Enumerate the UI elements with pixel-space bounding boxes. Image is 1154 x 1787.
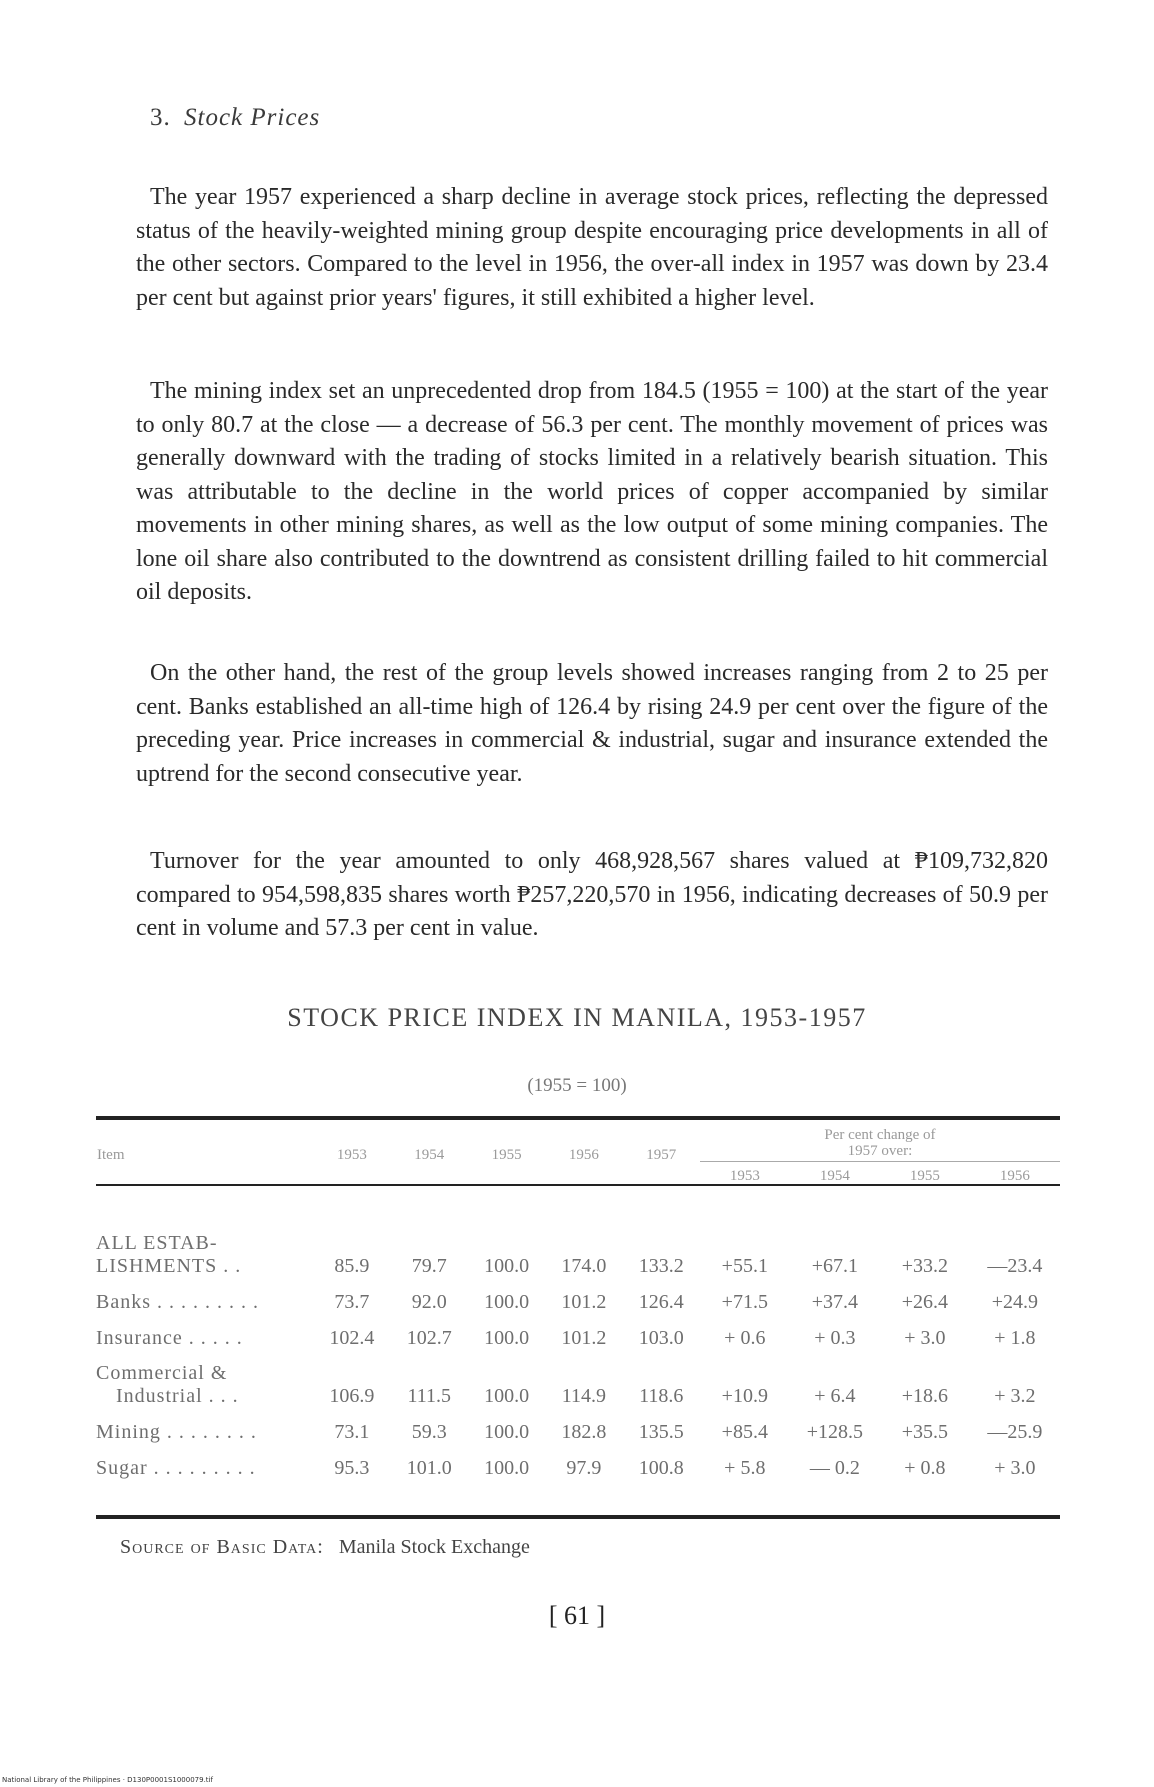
pct-cell: +55.1 — [721, 1255, 768, 1277]
index-cell: 85.9 — [334, 1255, 370, 1277]
header-year: 1956 — [568, 1146, 599, 1163]
table-bottom-rule — [96, 1515, 1060, 1519]
header-year: 1954 — [414, 1146, 445, 1163]
pct-cell: + 6.4 — [814, 1385, 856, 1407]
pct-cell: +24.9 — [991, 1291, 1038, 1313]
pct-cell: —23.4 — [987, 1255, 1043, 1277]
header-pct-year: 1954 — [819, 1167, 850, 1184]
index-cell: 102.7 — [406, 1327, 452, 1349]
index-cell: 106.9 — [329, 1385, 375, 1407]
index-cell: 101.2 — [561, 1291, 607, 1313]
table-row — [96, 1278, 1060, 1314]
header-pct-year: 1956 — [999, 1167, 1030, 1184]
pct-cell: + 0.8 — [904, 1457, 946, 1479]
row-label-line1: ALL ESTAB- — [96, 1232, 218, 1254]
stock-price-index-table — [96, 1120, 1060, 1480]
pct-cell: +33.2 — [901, 1255, 948, 1277]
index-cell: 100.0 — [484, 1255, 530, 1277]
index-cell: 118.6 — [639, 1385, 684, 1407]
table-title: STOCK PRICE INDEX IN MANILA, 1953-1957 — [287, 1003, 867, 1032]
index-cell: 73.7 — [334, 1291, 370, 1313]
index-cell: 135.5 — [638, 1421, 684, 1443]
header-pct-line2: 1957 over: — [847, 1143, 913, 1159]
index-cell: 103.0 — [638, 1327, 684, 1349]
index-cell: 102.4 — [329, 1327, 375, 1349]
index-cell: 73.1 — [334, 1421, 370, 1443]
section-title: Stock Prices — [184, 104, 321, 131]
pct-cell: + 5.8 — [724, 1457, 766, 1479]
row-label: Banks . . . . . . . . . — [96, 1291, 259, 1313]
source-text: Manila Stock Exchange — [338, 1536, 530, 1558]
source-label: Source of Basic Data: — [120, 1536, 324, 1558]
page-number: [ 61 ] — [548, 1601, 606, 1630]
header-pct-group — [700, 1120, 1060, 1162]
pct-cell: +18.6 — [901, 1385, 948, 1407]
pct-cell: +71.5 — [721, 1291, 768, 1313]
table-spacer — [96, 1190, 1060, 1220]
header-pct-year: 1953 — [729, 1167, 760, 1184]
index-cell: 100.8 — [638, 1457, 684, 1479]
pct-cell: +37.4 — [811, 1291, 858, 1313]
index-cell: 97.9 — [566, 1457, 602, 1479]
index-cell: 59.3 — [411, 1421, 447, 1443]
index-cell: 101.2 — [561, 1327, 607, 1349]
row-label — [96, 1350, 313, 1408]
index-cell: 92.0 — [411, 1291, 447, 1313]
pct-cell: +85.4 — [721, 1421, 768, 1443]
pct-cell: +10.9 — [721, 1385, 768, 1407]
pct-cell: +67.1 — [811, 1255, 858, 1277]
index-cell: 100.0 — [484, 1421, 530, 1443]
header-year: 1953 — [336, 1146, 367, 1163]
header-year: 1957 — [646, 1146, 677, 1163]
paragraph-mining: The mining index set an unprecedented drop from 184.5 (1955 = 100) at the start of the year to only 80.7 at the close — a decrease of 56.3 per cent. The monthly movement of prices was generally downward with the trading of stocks limited in a relatively bearish situation. This was attributable to the decline in the world prices of copper accompanied by similar movements in other mining shares, as well as the low output of some mining companies. The lone oil share also contributed to the downtrend as consistent drilling failed to hit commercial oil deposits. — [136, 378, 1048, 605]
header-pct-line1: Per cent change of — [824, 1127, 936, 1143]
scan-footer-mark: National Library of the Philippines · D130P0001S1000079.tif — [2, 1776, 213, 1784]
table-row — [96, 1220, 1060, 1278]
index-cell: 95.3 — [334, 1457, 370, 1479]
paragraph-other-groups: On the other hand, the rest of the group levels showed increases ranging from 2 to 25 per cent. Banks established an all-time high of 126.4 by rising 24.9 per cent over the figure of the preceding year. Price increases in commercial & industrial, sugar and insurance extended the uptrend for the second consecutive year. — [136, 660, 1048, 787]
section-heading — [150, 104, 320, 132]
index-cell: 79.7 — [411, 1255, 447, 1277]
pct-cell: + 3.2 — [994, 1385, 1036, 1407]
index-cell: 100.0 — [484, 1457, 530, 1479]
table-subtitle: (1955 = 100) — [527, 1075, 627, 1096]
row-label: Sugar . . . . . . . . . — [96, 1457, 256, 1479]
index-cell: 182.8 — [561, 1421, 607, 1443]
index-cell: 100.0 — [484, 1385, 530, 1407]
row-label-line2: LISHMENTS . . — [96, 1255, 242, 1277]
pct-cell: + 0.3 — [814, 1327, 856, 1349]
table-row — [96, 1408, 1060, 1444]
pct-cell: + 0.6 — [724, 1327, 766, 1349]
index-cell: 111.5 — [407, 1385, 451, 1407]
row-label-line1: Commercial & — [96, 1362, 228, 1384]
table-row — [96, 1350, 1060, 1408]
row-label — [96, 1220, 313, 1278]
index-cell: 133.2 — [638, 1255, 684, 1277]
table-header-row — [96, 1120, 1060, 1162]
table-row — [96, 1444, 1060, 1480]
row-label-line2: Industrial . . . — [116, 1385, 239, 1407]
row-label: Mining . . . . . . . . — [96, 1421, 257, 1443]
index-cell: 126.4 — [638, 1291, 684, 1313]
source-note — [120, 1536, 530, 1559]
pct-cell: + 3.0 — [904, 1327, 946, 1349]
header-item: Item — [97, 1146, 125, 1163]
index-cell: 101.0 — [406, 1457, 452, 1479]
pct-cell: +35.5 — [901, 1421, 948, 1443]
pct-cell: + 3.0 — [994, 1457, 1036, 1479]
section-number: 3. — [150, 104, 171, 131]
header-year: 1955 — [491, 1146, 522, 1163]
paragraph-turnover: Turnover for the year amounted to only 468,928,567 shares valued at ₱109,732,820 compared to 954,598,835 shares worth ₱257,220,570 in 1956, indicating decreases of 50.9 per cent in volume and 57.3 per cent in value. — [136, 848, 1048, 941]
pct-cell: + 1.8 — [994, 1327, 1036, 1349]
header-pct-year: 1955 — [909, 1167, 940, 1184]
index-cell: 100.0 — [484, 1291, 530, 1313]
pct-cell: +128.5 — [806, 1421, 863, 1443]
index-cell: 100.0 — [484, 1327, 530, 1349]
table-row — [96, 1314, 1060, 1350]
index-cell: 174.0 — [561, 1255, 607, 1277]
paragraph-overview: The year 1957 experienced a sharp decline in average stock prices, reflecting the depressed status of the heavily-weighted mining group despite encouraging price developments in all of the other sectors. Compared to the level in 1956, the over-all index in 1957 was down by 23.4 per cent but against prior years' figures, it still exhibited a higher level. — [136, 184, 1048, 311]
pct-cell: — 0.2 — [809, 1457, 860, 1479]
pct-cell: +26.4 — [901, 1291, 948, 1313]
row-label: Insurance . . . . . — [96, 1327, 243, 1349]
index-cell: 114.9 — [561, 1385, 607, 1407]
pct-cell: —25.9 — [987, 1421, 1043, 1443]
